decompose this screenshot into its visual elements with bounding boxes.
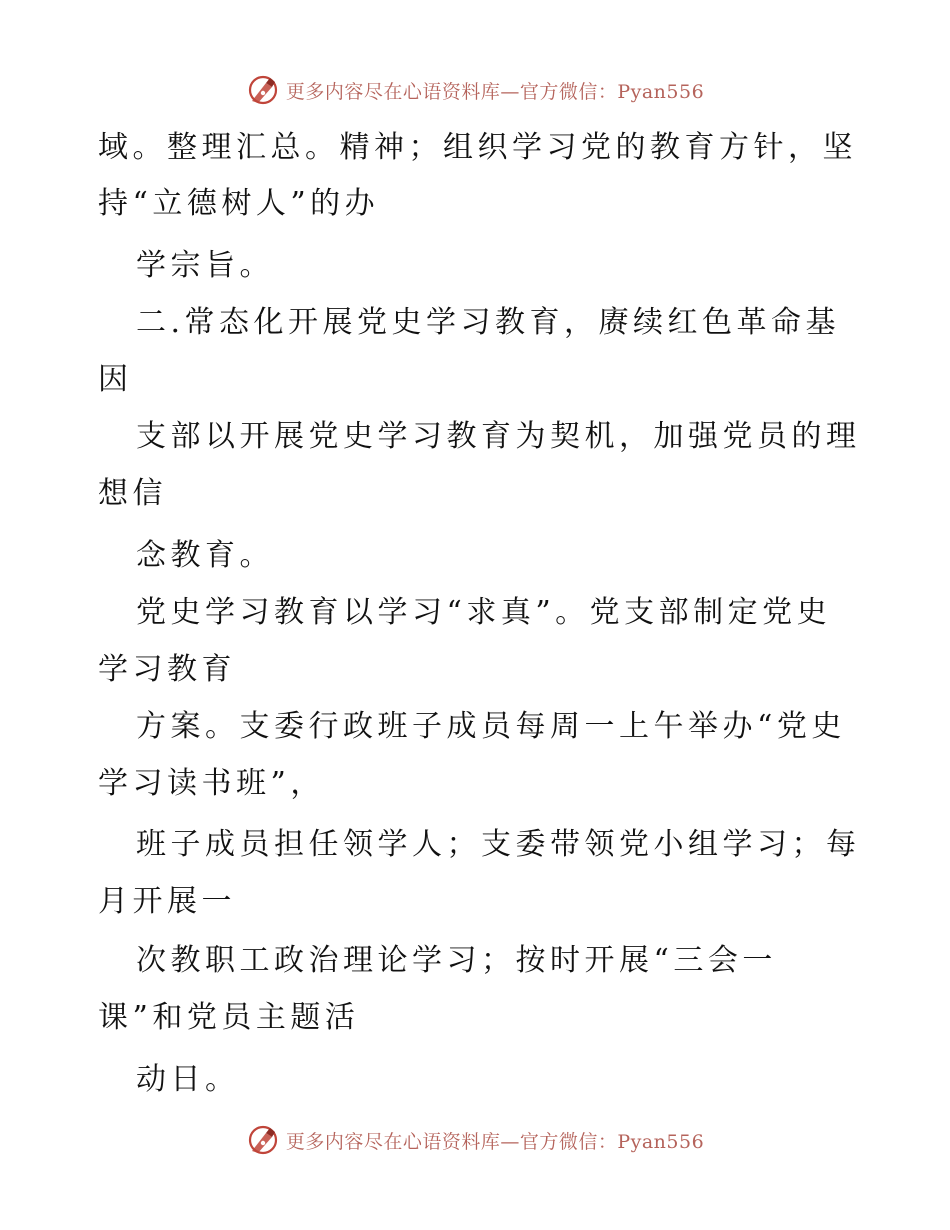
header-watermark — [0, 70, 950, 110]
text-line: 念教育。 — [136, 538, 274, 573]
text-line: 次教职工政治理论学习；按时开展“三会一 — [136, 943, 777, 978]
text-line: 学宗旨。 — [136, 248, 274, 283]
text-line: 月开展一 — [98, 884, 236, 919]
text-line: 持“立德树人”的办 — [98, 186, 380, 221]
text-line: 班子成员担任领学人；支委带领党小组学习；每 — [136, 827, 861, 862]
text-line: 想信 — [98, 476, 167, 511]
text-line: 学习教育 — [98, 652, 236, 687]
text-line: 党史学习教育以学习“求真”。党支部制定党史 — [136, 595, 832, 630]
section-heading: 二.常态化开展党史学习教育，赓续红色革命基 — [136, 305, 841, 340]
pen-nib-logo-icon — [246, 73, 280, 107]
footer-watermark — [0, 1120, 950, 1160]
watermark-text: 更多内容尽在心语资料库—官方微信：Pyan556 — [285, 80, 705, 103]
pen-nib-logo-icon — [246, 1123, 280, 1157]
text-line: 域。整理汇总。精神；组织学习党的教育方针，坚 — [98, 130, 857, 165]
text-line: 支部以开展党史学习教育为契机，加强党员的理 — [136, 419, 861, 454]
text-line: 课”和党员主题活 — [98, 1000, 360, 1035]
text-line: 方案。支委行政班子成员每周一上午举办“党史 — [136, 709, 846, 744]
text-line: 因 — [98, 362, 133, 397]
text-line: 动日。 — [136, 1062, 240, 1097]
watermark-text: 更多内容尽在心语资料库—官方微信：Pyan556 — [285, 1130, 705, 1153]
text-line: 学习读书班”， — [98, 766, 325, 801]
